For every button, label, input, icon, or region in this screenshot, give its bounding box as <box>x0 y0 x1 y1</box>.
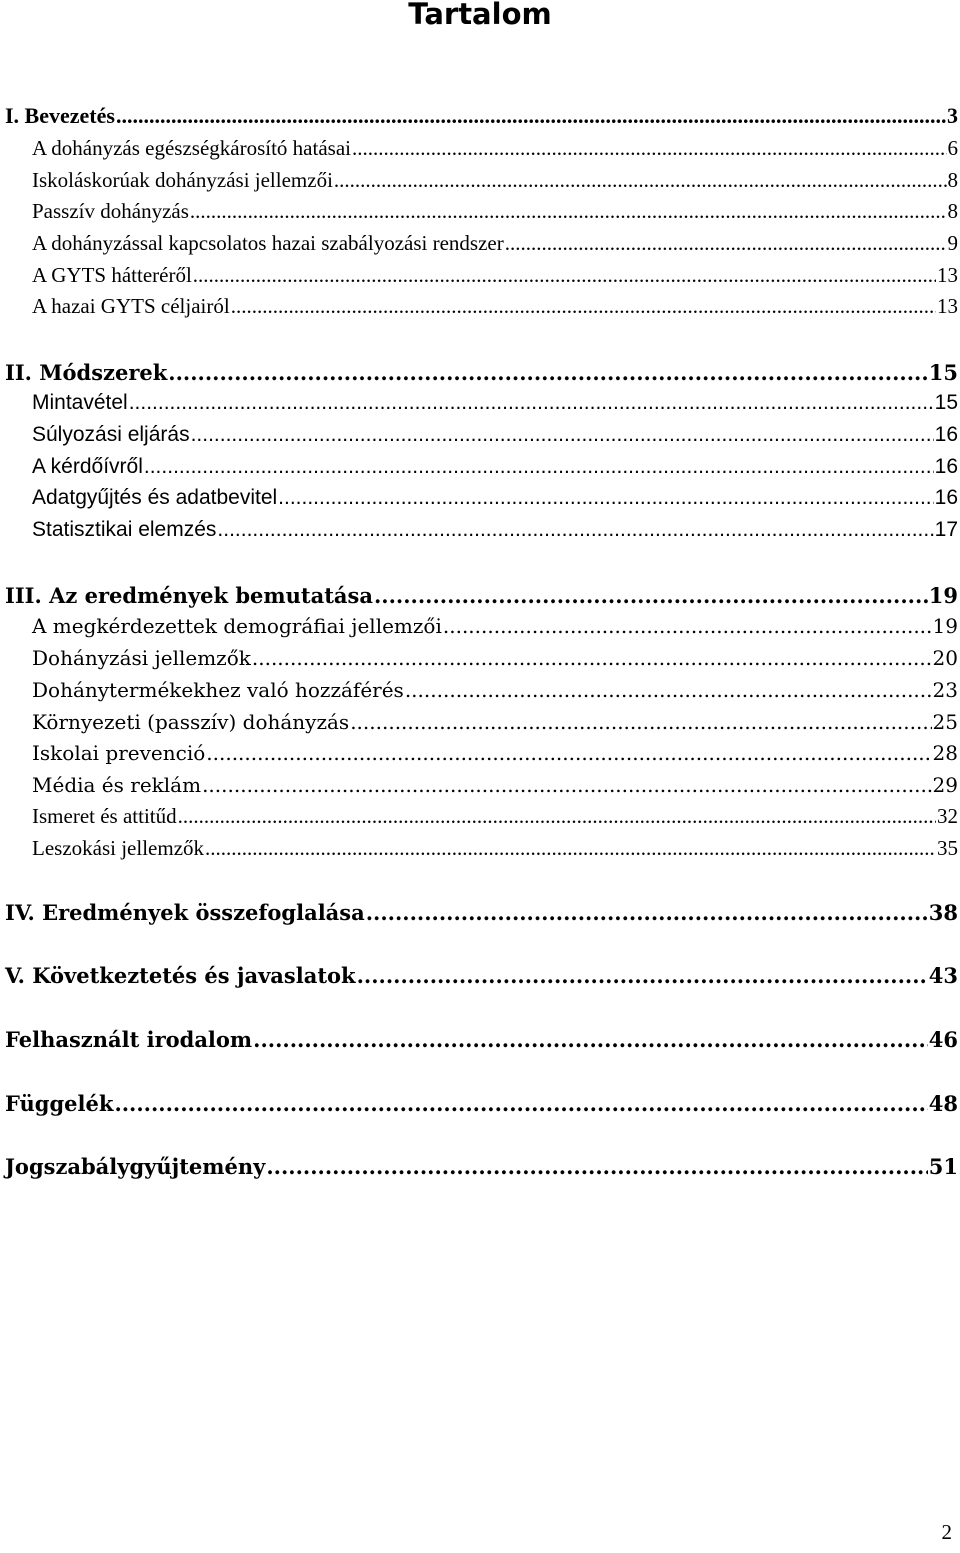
toc-entry-label: V. Következtetés és javaslatok <box>5 963 356 988</box>
toc-entry-page: 51 <box>928 1154 958 1179</box>
toc-entry-page: 46 <box>928 1027 958 1052</box>
toc-entry-page: 35 <box>937 836 958 860</box>
dot-leader <box>144 455 934 479</box>
dot-leader <box>374 583 928 608</box>
dot-leader <box>252 646 932 670</box>
dot-leader <box>178 804 936 829</box>
toc-entry-page: 23 <box>932 678 958 702</box>
dot-leader <box>231 294 936 319</box>
toc-entry-page: 16 <box>934 486 958 509</box>
toc-entry-page: 3 <box>947 103 958 128</box>
dot-leader <box>366 900 928 925</box>
toc-entry-hozzaferes[interactable] <box>0 678 960 708</box>
toc-entry-egeszsegkarosito-hatasai[interactable] <box>0 136 960 166</box>
dot-leader <box>350 710 931 734</box>
toc-entry-kerdoivrol[interactable] <box>0 455 960 485</box>
toc-entry-kovetkeztetes[interactable] <box>0 963 960 993</box>
toc-entry-media-es-reklam[interactable] <box>0 773 960 803</box>
toc-entry-page: 29 <box>932 773 958 797</box>
toc-entry-iskolai-prevencio[interactable] <box>0 741 960 771</box>
toc-entry-statisztikai-elemzes[interactable] <box>0 518 960 548</box>
toc-entry-passziv-dohanyzas[interactable] <box>0 199 960 229</box>
toc-entry-label: Iskolai prevenció <box>32 741 206 765</box>
toc-entry-label: Jogszabálygyűjtemény <box>5 1154 266 1179</box>
toc-entry-label: Dohánytermékekhez való hozzáférés <box>32 678 404 702</box>
dot-leader <box>202 773 931 797</box>
toc-entry-page: 6 <box>947 136 958 160</box>
toc-entry-eredmenyek-bemutatasa[interactable] <box>0 583 960 613</box>
toc-entry-iskolaskoruak[interactable] <box>0 168 960 198</box>
toc-entry-gyts-hatterrol[interactable] <box>0 263 960 293</box>
toc-entry-page: 17 <box>934 518 958 541</box>
toc-entry-page: 38 <box>928 900 958 925</box>
dot-leader <box>253 1027 928 1052</box>
dot-leader <box>129 391 934 415</box>
dot-leader <box>334 168 947 193</box>
toc-entry-page: 43 <box>928 963 958 988</box>
dot-leader <box>193 263 936 288</box>
toc-entry-label: Adatgyűjtés és adatbevitel <box>32 486 278 509</box>
page-number: 2 <box>941 1520 952 1544</box>
toc-entry-label: A kérdőívről <box>32 455 143 478</box>
toc-entry-label: Súlyozási eljárás <box>32 423 190 446</box>
toc-entry-page: 15 <box>928 360 958 385</box>
toc-entry-label: Leszokási jellemzők <box>32 836 205 860</box>
toc-entry-felhasznalt-irodalom[interactable] <box>0 1027 960 1057</box>
toc-entry-label: A megkérdezettek demográfiai jellemzői <box>32 614 442 638</box>
toc-entry-page: 13 <box>937 294 958 318</box>
toc-entry-label: Környezeti (passzív) dohányzás <box>32 710 350 734</box>
toc-entry-kornyezeti-dohanyzas[interactable] <box>0 710 960 740</box>
dot-leader <box>357 963 928 988</box>
toc-entry-page: 20 <box>932 646 958 670</box>
toc-entry-label: II. Módszerek <box>5 360 168 385</box>
toc-entry-ismeret-es-attitud[interactable] <box>0 804 960 834</box>
toc-entry-modszerek[interactable] <box>0 360 960 390</box>
toc-entry-label: Iskoláskorúak dohányzási jellemzői <box>32 168 333 192</box>
dot-leader <box>266 1154 927 1179</box>
toc-entry-label: A dohányzás egészségkárosító hatásai <box>32 136 351 160</box>
toc-entry-label: A dohányzással kapcsolatos hazai szabályozási rendszer <box>32 231 504 255</box>
toc-entry-page: 32 <box>937 804 958 828</box>
dot-leader <box>217 518 933 542</box>
dot-leader <box>206 741 931 765</box>
dot-leader <box>505 231 947 256</box>
toc-entry-label: Felhasznált irodalom <box>5 1027 253 1052</box>
toc-entry-page: 19 <box>928 583 958 608</box>
toc-entry-label: A hazai GYTS céljairól <box>32 294 230 318</box>
toc-entry-label: IV. Eredmények összefoglalása <box>5 900 365 925</box>
toc-entry-label: Passzív dohányzás <box>32 199 189 223</box>
toc-entry-label: Ismeret és attitűd <box>32 804 177 828</box>
toc-entry-label: Dohányzási jellemzők <box>32 646 251 670</box>
toc-entry-gyts-celjairol[interactable] <box>0 294 960 324</box>
dot-leader <box>278 486 933 510</box>
toc-entry-page: 8 <box>947 168 958 192</box>
toc-entry-page: 8 <box>947 199 958 223</box>
toc-entry-page: 16 <box>934 423 958 446</box>
toc-entry-label: Mintavétel <box>32 391 128 414</box>
toc-entry-label: Statisztikai elemzés <box>32 518 217 541</box>
toc-entry-page: 28 <box>932 741 958 765</box>
toc-entry-page: 48 <box>928 1091 958 1116</box>
toc-entry-bevezetes[interactable] <box>0 103 960 133</box>
toc-entry-label: Média és reklám <box>32 773 202 797</box>
toc-entry-szabalyozasi-rendszer[interactable] <box>0 231 960 261</box>
toc-entry-label: I. Bevezetés <box>5 103 115 128</box>
toc-entry-label: Függelék <box>5 1091 114 1116</box>
toc-entry-dohanyzasi-jellemzok[interactable] <box>0 646 960 676</box>
dot-leader <box>352 136 947 161</box>
dot-leader <box>443 614 932 638</box>
toc-entry-page: 15 <box>934 391 958 414</box>
toc-entry-label: III. Az eredmények bemutatása <box>5 583 373 608</box>
dot-leader <box>191 423 934 447</box>
toc-entry-mintavetel[interactable] <box>0 391 960 421</box>
toc-entry-page: 19 <box>932 614 958 638</box>
dot-leader <box>405 678 932 702</box>
toc-entry-adatgyujtes[interactable] <box>0 486 960 516</box>
dot-leader <box>190 199 947 224</box>
dot-leader <box>168 360 927 385</box>
toc-entry-leszokasi-jellemzok[interactable] <box>0 836 960 866</box>
toc-entry-fuggelek[interactable] <box>0 1091 960 1121</box>
toc-entry-sulyozasi-eljaras[interactable] <box>0 423 960 453</box>
toc-entry-eredmenyek-osszefoglalasa[interactable] <box>0 900 960 930</box>
toc-entry-page: 9 <box>947 231 958 255</box>
toc-entry-demografiai-jellemzoi[interactable] <box>0 614 960 644</box>
toc-entry-page: 13 <box>937 263 958 287</box>
dot-leader <box>116 103 946 129</box>
dot-leader <box>205 836 936 861</box>
toc-entry-label: A GYTS hátteréről <box>32 263 192 287</box>
toc-entry-jogszabalygyujtemeny[interactable] <box>0 1154 960 1184</box>
toc-entry-page: 16 <box>934 455 958 478</box>
toc-entry-page: 25 <box>932 710 958 734</box>
dot-leader <box>114 1091 927 1116</box>
document-title: Tartalom <box>408 0 552 31</box>
